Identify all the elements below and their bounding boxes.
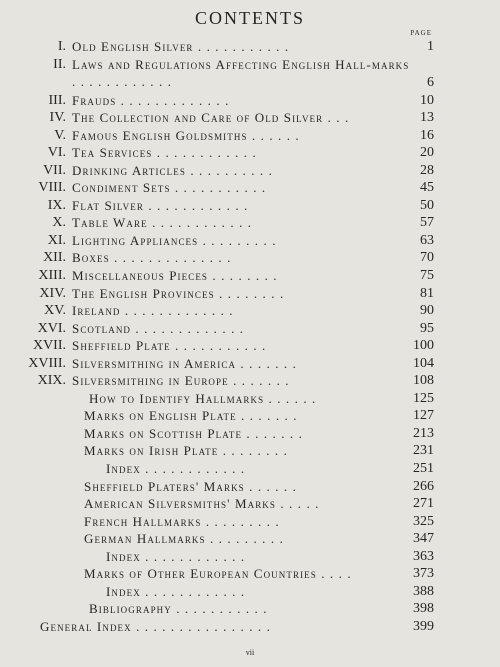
page-column-label: PAGE	[410, 29, 432, 37]
toc-entry	[0, 320, 500, 338]
page-number: 45	[420, 180, 434, 196]
page-number: 75	[420, 268, 434, 284]
chapter-number: IV.	[49, 110, 66, 126]
chapter-title: The English Provinces . . . . . . . .	[72, 285, 285, 301]
page-number: 398	[413, 601, 434, 617]
page-number: 70	[420, 250, 434, 266]
chapter-number: X.	[52, 215, 66, 231]
page-number: 57	[420, 215, 434, 231]
page-number: 20	[420, 145, 434, 161]
section-title: Marks on Irish Plate . . . . . . . .	[84, 443, 288, 459]
toc-entry	[0, 127, 500, 145]
chapter-number: XV.	[44, 303, 66, 319]
page-number: 104	[413, 355, 434, 371]
section-title: Bibliography . . . . . . . . . . .	[89, 601, 268, 617]
page-number: 213	[413, 425, 434, 441]
chapter-number: VI.	[47, 145, 66, 161]
toc-entry	[0, 92, 500, 110]
chapter-title: Old English Silver . . . . . . . . . . .	[72, 39, 290, 54]
chapter-title: Tea Services . . . . . . . . . . . .	[72, 145, 257, 161]
page-number: 6	[427, 74, 434, 90]
chapter-title: Table Ware . . . . . . . . . . . .	[72, 215, 253, 231]
toc-entry	[0, 530, 500, 548]
section-title: General Index . . . . . . . . . . . . . . . .	[40, 618, 271, 634]
section-title: How to Identify Hallmarks . . . . . .	[89, 390, 317, 406]
toc-entry	[0, 425, 500, 443]
page-number: 325	[413, 513, 434, 529]
page-number: 251	[413, 461, 434, 477]
toc-entry	[0, 232, 500, 250]
chapter-title: The Collection and Care of Old Silver . . .	[72, 110, 350, 126]
toc-entry	[0, 267, 500, 285]
page-number: 399	[413, 618, 434, 634]
page-number: 90	[420, 303, 434, 319]
chapter-number: XVIII.	[28, 355, 66, 371]
page-number: 10	[420, 92, 434, 108]
page-number: 127	[413, 408, 434, 424]
toc-entry	[0, 285, 500, 303]
page-number: 363	[413, 548, 434, 564]
chapter-number: V.	[54, 127, 66, 143]
chapter-title: Miscellaneous Pieces . . . . . . . .	[72, 268, 278, 284]
toc-entry	[0, 442, 500, 460]
toc-entry	[0, 179, 500, 197]
toc-entry	[0, 38, 500, 56]
chapter-title: Flat Silver . . . . . . . . . . . .	[72, 197, 249, 213]
toc-entry	[0, 56, 500, 92]
page-number: 50	[420, 197, 434, 213]
toc-entry	[0, 478, 500, 496]
section-title: Marks of Other European Countries . . . .	[84, 566, 352, 582]
toc-list	[0, 38, 500, 636]
chapter-title: Silversmithing in Europe . . . . . . .	[72, 373, 290, 389]
page-number: 125	[413, 390, 434, 406]
chapter-title: Sheffield Plate . . . . . . . . . . .	[72, 338, 267, 354]
page-number: 63	[420, 232, 434, 248]
footer-page-number: vii	[245, 648, 255, 657]
chapter-number: XII.	[43, 250, 66, 266]
chapter-number: XIII.	[38, 268, 66, 284]
page-number: 16	[420, 127, 434, 143]
chapter-number: XVII.	[32, 338, 66, 354]
page-number: 81	[420, 285, 434, 301]
toc-entry	[0, 197, 500, 215]
chapter-title: Ireland . . . . . . . . . . . . .	[72, 303, 234, 319]
chapter-number: I.	[57, 39, 66, 54]
chapter-title: Drinking Articles . . . . . . . . . .	[72, 162, 273, 178]
toc-entry	[0, 513, 500, 531]
page-number: 108	[413, 373, 434, 389]
toc-entry	[0, 249, 500, 267]
chapter-number: IX.	[47, 197, 66, 213]
page-number: 373	[413, 566, 434, 582]
chapter-title: Condiment Sets . . . . . . . . . . .	[72, 180, 267, 196]
toc-entry	[0, 600, 500, 618]
section-title: German Hallmarks . . . . . . . . .	[84, 531, 284, 547]
toc-entry	[0, 618, 500, 636]
chapter-number: II.	[53, 56, 66, 72]
chapter-number: XIX.	[37, 373, 66, 389]
chapter-title: Frauds . . . . . . . . . . . . .	[72, 92, 230, 108]
page-number: 28	[420, 162, 434, 178]
chapter-title: Famous English Goldsmiths . . . . . .	[72, 127, 300, 143]
section-title: Sheffield Platers' Marks . . . . . .	[84, 478, 297, 494]
toc-entry	[0, 302, 500, 320]
section-title: Marks on Scottish Plate . . . . . . .	[84, 425, 303, 441]
page-number: 347	[413, 531, 434, 547]
toc-entry	[0, 214, 500, 232]
chapter-number: VII.	[43, 162, 66, 178]
section-title: Index . . . . . . . . . . . .	[106, 583, 246, 599]
chapter-title: Laws and Regulations Affecting English Hall-marks . . . . . . . . . . . .	[72, 56, 410, 90]
chapter-number: VIII.	[38, 180, 66, 196]
chapter-number: XVI.	[37, 320, 66, 336]
toc-entry	[0, 109, 500, 127]
toc-entry	[0, 355, 500, 373]
toc-entry	[0, 162, 500, 180]
chapter-number: III.	[48, 92, 66, 108]
section-title: American Silversmiths' Marks . . . . .	[84, 496, 320, 512]
page-title: CONTENTS	[195, 8, 305, 28]
page-number: 95	[420, 320, 434, 336]
toc-entry	[0, 583, 500, 601]
section-title: Index . . . . . . . . . . . .	[106, 548, 246, 564]
chapter-title: Scotland . . . . . . . . . . . . .	[72, 320, 245, 336]
section-title: French Hallmarks . . . . . . . . .	[84, 513, 280, 529]
page-number: 231	[413, 443, 434, 459]
chapter-title: Boxes . . . . . . . . . . . . . .	[72, 250, 232, 266]
page-number: 388	[413, 583, 434, 599]
chapter-number: XIV.	[39, 285, 66, 301]
page-number: 1	[427, 39, 434, 54]
toc-entry	[0, 372, 500, 390]
chapter-title: Silversmithing in America . . . . . . .	[72, 355, 297, 371]
toc-entry	[0, 390, 500, 408]
page-number: 271	[413, 496, 434, 512]
page-number: 100	[413, 338, 434, 354]
chapter-title: Lighting Appliances . . . . . . . . .	[72, 232, 277, 248]
toc-entry	[0, 565, 500, 583]
section-title: Index . . . . . . . . . . . .	[106, 461, 246, 477]
toc-entry	[0, 407, 500, 425]
section-title: Marks on English Plate . . . . . . .	[84, 408, 298, 424]
toc-entry	[0, 337, 500, 355]
toc-entry	[0, 495, 500, 513]
chapter-number: XI.	[47, 232, 66, 248]
page-number: 13	[420, 110, 434, 126]
toc-entry	[0, 144, 500, 162]
page-number: 266	[413, 478, 434, 494]
toc-entry	[0, 460, 500, 478]
toc-entry	[0, 548, 500, 566]
